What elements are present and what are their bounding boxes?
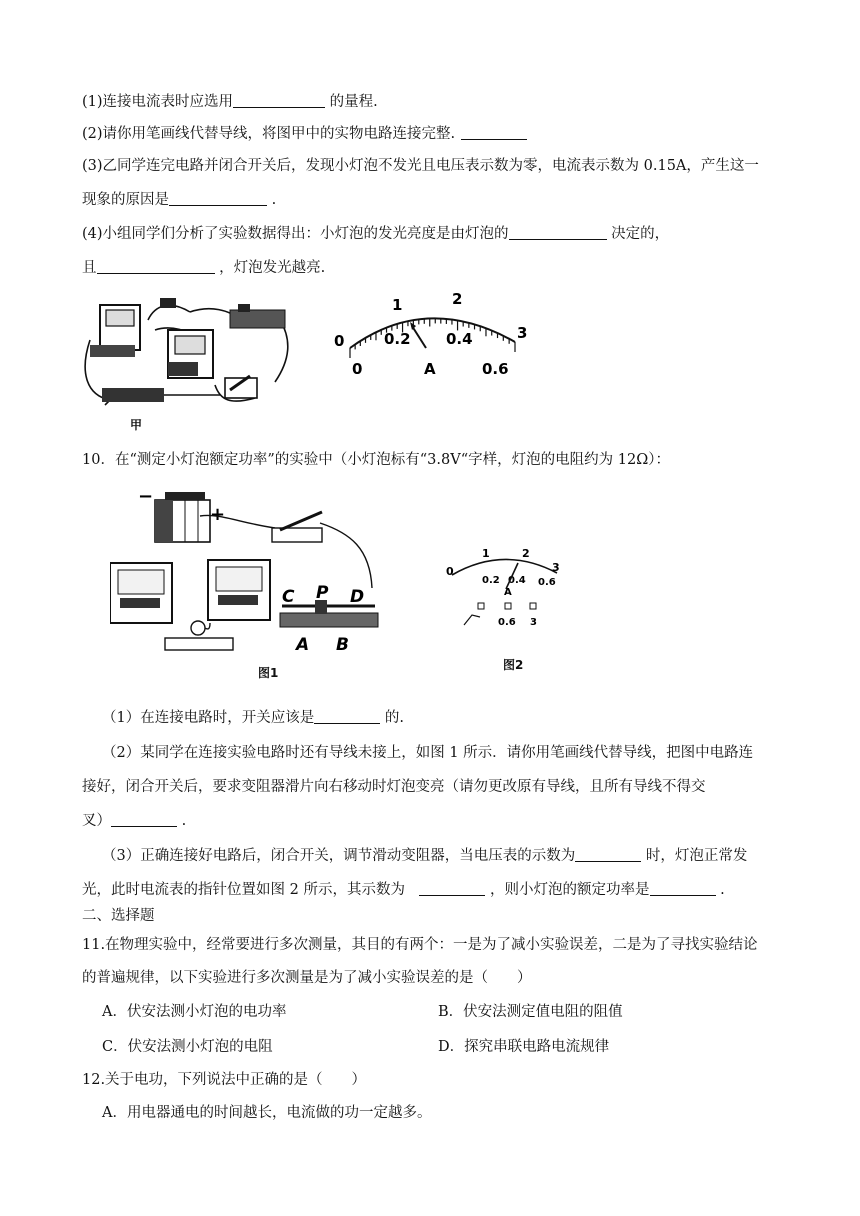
rheostat-label-B: B bbox=[336, 635, 349, 655]
scale-top-3: 3 bbox=[517, 324, 528, 342]
q12-stem: 12.关于电功，下列说法中正确的是（ ） bbox=[82, 1072, 367, 1088]
fig2-top-0: 0 bbox=[446, 565, 454, 578]
q9-item1 bbox=[82, 92, 378, 112]
q9-item3-tail: . bbox=[267, 192, 277, 208]
left-meter-icon bbox=[90, 305, 140, 357]
pointer-needle bbox=[412, 326, 426, 348]
figure-jia-caption: 甲 bbox=[130, 418, 143, 432]
fig2-bottom-0.6: 0.6 bbox=[538, 577, 556, 588]
scale-bottom-0.6: 0.6 bbox=[482, 360, 509, 378]
q9-item1-text: (1)连接电流表时应选用 bbox=[82, 94, 234, 110]
q10-s3-line1 bbox=[102, 846, 747, 866]
q10-s2-line1: （2）某同学在连接实验电路时还有导线未接上，如图 1 所示．请你用笔画线代替导线，把图中电路连 bbox=[102, 745, 754, 761]
ammeter-icon bbox=[110, 563, 172, 623]
q11-option-a[interactable]: A．伏安法测小灯泡的电功率 bbox=[102, 1004, 287, 1020]
answer-blank[interactable] bbox=[169, 191, 267, 206]
battery-icon bbox=[160, 298, 176, 308]
q9-item4-text2: 且 bbox=[82, 260, 97, 276]
scale-top-1: 1 bbox=[392, 296, 403, 314]
q10-s2-tail: . bbox=[177, 813, 187, 829]
q10-s3-text2: 光，此时电流表的指针位置如图 2 所示，其示数为 bbox=[82, 882, 420, 898]
q9-item3-text: (3)乙同学连完电路并闭合开关后，发现小灯泡不发光且电压表示数为零，电流表示数为 0.15A，产生这一 bbox=[82, 158, 759, 174]
q9-item4-tail2: ，灯泡发光越亮. bbox=[214, 260, 326, 276]
fig2-top-2: 2 bbox=[522, 547, 530, 560]
q9-item3-line2 bbox=[82, 190, 276, 210]
q11-option-c[interactable]: C．伏安法测小灯泡的电阻 bbox=[102, 1039, 273, 1055]
q10-s2-text3: 叉） bbox=[82, 813, 111, 829]
q10-s2-line2: 接好，闭合开关后，要求变阻器滑片向右移动时灯泡变亮（请勿更改原有导线，且所有导线不得交 bbox=[82, 779, 706, 795]
q9-item4-line2 bbox=[82, 258, 325, 278]
q9-item3-line1 bbox=[82, 156, 759, 176]
lamp-board-icon bbox=[102, 388, 164, 402]
q9-item3-text2: 现象的原因是 bbox=[82, 192, 169, 208]
q9-item2-text: (2)请你用笔画线代替导线，将图甲中的实物电路连接完整. bbox=[82, 126, 456, 142]
rheostat-label-P: P bbox=[316, 583, 329, 603]
answer-blank[interactable] bbox=[650, 881, 716, 896]
q10-s2-line3 bbox=[82, 811, 186, 831]
battery-plus-label: + bbox=[210, 504, 226, 525]
fig2-bottom-0.2: 0.2 bbox=[482, 575, 500, 586]
rheostat-label-D: D bbox=[350, 587, 365, 607]
figure-2-ammeter bbox=[442, 545, 572, 635]
scale-unit: A bbox=[424, 360, 436, 378]
q9-item1-tail: 的量程. bbox=[325, 94, 378, 110]
q10-s1-tail: 的. bbox=[380, 710, 404, 726]
figure-jia-circuit bbox=[80, 290, 295, 415]
section-heading: 二、选择题 bbox=[82, 908, 155, 924]
battery-minus-label: − bbox=[138, 488, 154, 507]
fig2-top-1: 1 bbox=[482, 547, 490, 560]
fig2-terminal-3: 3 bbox=[530, 617, 537, 628]
answer-blank[interactable] bbox=[419, 881, 485, 896]
rheostat-icon bbox=[230, 304, 285, 328]
q12-option-a[interactable]: A．用电器通电的时间越长，电流做的功一定越多。 bbox=[102, 1105, 432, 1121]
q9-item4-line1 bbox=[82, 224, 669, 244]
q11-option-d[interactable]: D．探究串联电路电流规律 bbox=[438, 1039, 610, 1055]
rheostat-label-C: C bbox=[282, 587, 295, 607]
fig2-unit: A bbox=[504, 587, 512, 598]
scale-bottom-0.2: 0.2 bbox=[384, 330, 411, 348]
q9-item4-text: (4)小组同学们分析了实验数据得出：小灯泡的发光亮度是由灯泡的 bbox=[82, 226, 509, 242]
lamp-icon bbox=[165, 621, 233, 650]
answer-blank[interactable] bbox=[111, 812, 177, 827]
q10-s3-mid: ，则小灯泡的额定功率是 bbox=[485, 882, 650, 898]
ammeter-scale-figure bbox=[320, 290, 535, 385]
fig2-bottom-0.4: 0.4 bbox=[508, 575, 526, 586]
answer-blank[interactable] bbox=[233, 93, 325, 108]
q10-s3-line2 bbox=[82, 880, 725, 900]
switch-icon bbox=[225, 376, 257, 398]
q10-s3-tail2: . bbox=[715, 882, 725, 898]
answer-blank[interactable] bbox=[575, 847, 641, 862]
voltmeter-icon bbox=[208, 560, 270, 620]
q10-s1 bbox=[102, 708, 404, 728]
battery-pack-icon bbox=[155, 492, 210, 542]
answer-blank[interactable] bbox=[509, 225, 607, 240]
figure-1-circuit bbox=[110, 488, 395, 663]
scale-top-2: 2 bbox=[452, 290, 463, 308]
figure-1-caption: 图1 bbox=[258, 666, 279, 680]
q10-title: 10．在“测定小灯泡额定功率”的实验中（小灯泡标有“3.8V“字样，灯泡的电阻约为 12Ω）： bbox=[82, 452, 670, 468]
scale-bottom-0: 0 bbox=[352, 360, 363, 378]
q10-s1-text: （1）在连接电路时，开关应该是 bbox=[102, 710, 315, 726]
answer-blank[interactable] bbox=[461, 125, 527, 140]
q11-line1: 11.在物理实验中，经常要进行多次测量，其目的有两个：一是为了减小实验误差，二是为了寻找实验结论 bbox=[82, 937, 758, 953]
switch-icon bbox=[272, 512, 322, 542]
q11-option-b[interactable]: B．伏安法测定值电阻的阻值 bbox=[438, 1004, 623, 1020]
middle-meter-icon bbox=[168, 330, 213, 378]
answer-blank[interactable] bbox=[97, 259, 215, 274]
q10-s3-text1: （3）正确连接好电路后，闭合开关，调节滑动变阻器，当电压表的示数为 bbox=[102, 848, 576, 864]
q9-item2 bbox=[82, 124, 527, 144]
scale-bottom-0.4: 0.4 bbox=[446, 330, 473, 348]
q9-item4-tail: 决定的， bbox=[606, 226, 670, 242]
rheostat-label-A: A bbox=[296, 635, 310, 655]
answer-blank[interactable] bbox=[314, 709, 380, 724]
figure-2-caption: 图2 bbox=[503, 658, 524, 672]
fig2-top-3: 3 bbox=[552, 561, 560, 574]
fig2-terminal-0.6: 0.6 bbox=[498, 617, 516, 628]
q10-s3-tail1: 时，灯泡正常发 bbox=[641, 848, 748, 864]
q11-line2: 的普遍规律，以下实验进行多次测量是为了减小实验误差的是（ ） bbox=[82, 970, 532, 986]
scale-top-0: 0 bbox=[334, 332, 345, 350]
